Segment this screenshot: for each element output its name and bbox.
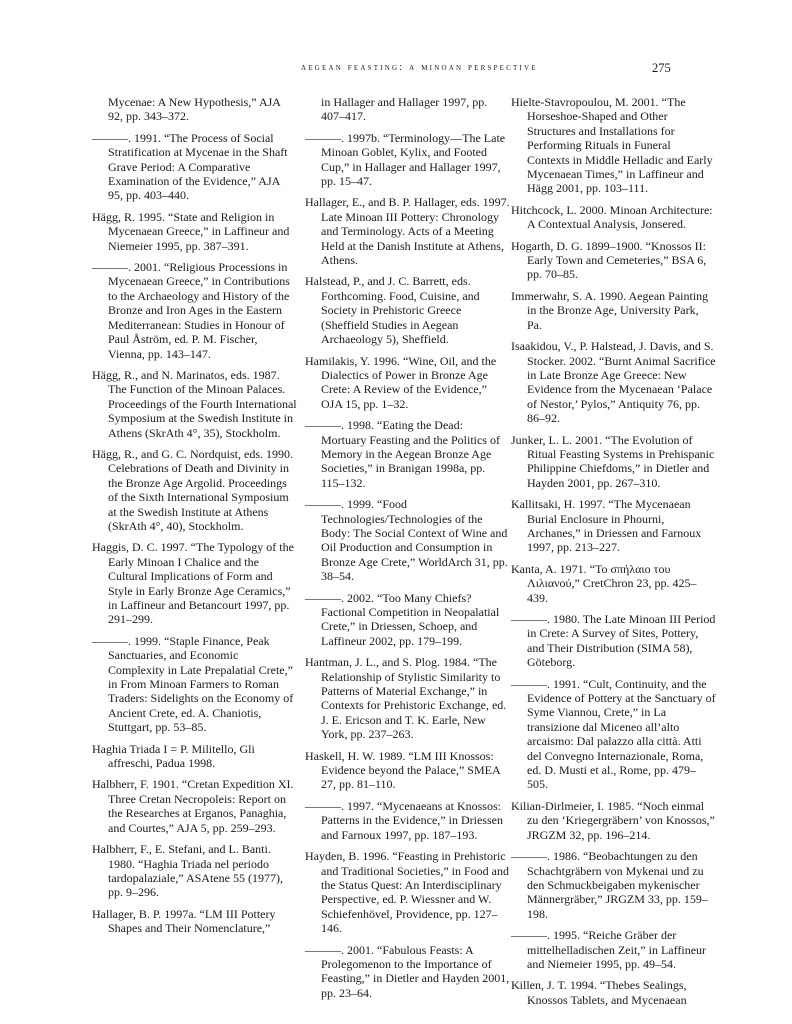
entry-text: 1997a. “LM III Pottery Shapes and Their Nomenclature,” bbox=[108, 906, 276, 936]
bibliography-column-3 bbox=[511, 95, 716, 1014]
entry-author: Halstead, P., and J. C. Barrett, eds. bbox=[305, 274, 471, 289]
entry-author: Hantman, J. L., and S. Plog. bbox=[305, 655, 440, 670]
bibliography-entry bbox=[92, 742, 297, 771]
bibliography-entry bbox=[305, 131, 510, 189]
entry-text: 2002. “Burnt Animal Sacrifice in Late Bronze Age Greece: New Evidence from the Mycenaean ‘Palace of Nestor,’ Pylos,” Antiquity 76, pp. 86–92. bbox=[527, 353, 716, 426]
bibliography-entry bbox=[92, 368, 297, 440]
entry-author: Hallager, E., and B. P. Hallager, eds. bbox=[305, 195, 480, 210]
entry-author: Hielte-Stavropoulou, M. bbox=[511, 95, 629, 109]
bibliography-entry bbox=[305, 849, 510, 935]
bibliography-entry bbox=[511, 928, 716, 971]
entry-author: Hamilakis, Y. bbox=[305, 353, 370, 368]
entry-author: Hägg, R., and G. C. Nordquist, eds. bbox=[92, 446, 263, 461]
entry-text: 1994. “Thebes Sealings, Knossos Tablets, and Mycenaean bbox=[527, 978, 687, 1007]
bibliography-entry bbox=[305, 497, 510, 583]
entry-author: Hayden, B. bbox=[305, 849, 360, 864]
bibliography-entry bbox=[92, 260, 297, 361]
bibliography-entry bbox=[92, 907, 297, 936]
bibliography-column-1 bbox=[92, 95, 297, 943]
bibliography-entry bbox=[305, 354, 510, 412]
entry-text: = P. Militello, Gli affreschi, Padua 1998. bbox=[108, 741, 255, 771]
running-title: aegean feasting: a minoan perspective bbox=[301, 62, 538, 73]
bibliography-entry bbox=[305, 195, 510, 267]
entry-author: Junker, L. L. bbox=[511, 432, 573, 447]
bibliography-entry bbox=[92, 95, 297, 124]
entry-author: ———. bbox=[305, 590, 344, 605]
bibliography-entry bbox=[511, 978, 716, 1007]
entry-author: Haggis, D. C. bbox=[92, 540, 158, 555]
entry-author: Hitchcock, L. bbox=[511, 202, 577, 217]
bibliography-entry bbox=[305, 274, 510, 346]
bibliography-entry bbox=[92, 777, 297, 835]
entry-text: 1997. Late Minoan III Pottery: Chronology and Terminology. Acts of a Meeting Held at the Danish Institute at Athens, Athens. bbox=[321, 195, 510, 268]
bibliography-entry bbox=[511, 677, 716, 792]
bibliography-entry bbox=[511, 203, 716, 232]
entry-author: Halbherr, F., E. Stefani, and L. Banti. bbox=[92, 842, 271, 857]
bibliography-entry bbox=[305, 799, 510, 842]
bibliography-entry bbox=[92, 842, 297, 900]
bibliography-entry bbox=[92, 634, 297, 735]
bibliography-entry bbox=[92, 131, 297, 203]
entry-text: 1995. “State and Religion in Mycenaean Greece,” in Laffineur and Niemeier 1995, pp. 387–391. bbox=[108, 209, 290, 253]
entry-author: ———. bbox=[92, 633, 131, 648]
bibliography-entry bbox=[305, 418, 510, 490]
entry-text: 2002. “Too Many Chiefs? Factional Competition in Neopalatial Crete,” in Driessen, Schoep, and Laffineur 2002, pp. 179–199. bbox=[321, 590, 500, 648]
entry-author: ———. bbox=[305, 942, 344, 957]
bibliography-entry bbox=[305, 655, 510, 741]
bibliography-entry bbox=[511, 433, 716, 491]
entry-author: ———. bbox=[305, 798, 344, 813]
entry-text: 1984. “The Relationship of Stylistic Similarity to Patterns of Material Exchange,” in Contexts for Prehistoric Exchange, ed. J. E. Ericson and T. K. Earle, New York, pp. 237–263. bbox=[321, 655, 507, 742]
entry-author: Kanta, A. bbox=[511, 561, 557, 576]
bibliography-entry bbox=[305, 943, 510, 1001]
entry-text: 1991. “Cult, Continuity, and the Evidence of Pottery at the Sanctuary of Syme Viannou, Crete,” in La transizione dal Miceneo all’alto arcaismo: Dal palazzo alla città. Atti del Convegno Internazionale, Roma, ed. D. Musti et al., Rome, pp. 479–505. bbox=[527, 676, 716, 792]
entry-text: in Hallager and Hallager 1997, pp. 407–417. bbox=[321, 95, 488, 124]
entry-author: ———. bbox=[511, 612, 550, 626]
bibliography-entry bbox=[511, 239, 716, 282]
entry-text: 2000. Minoan Architecture: A Contextual Analysis, Jonsered. bbox=[527, 202, 713, 232]
entry-text: 1991. “The Process of Social Stratification at Mycenae in the Shaft Grave Period: A Comparative Examination of the Evidence,” AJA 95, pp. 403–440. bbox=[108, 130, 288, 203]
entry-text: 1997. “The Typology of the Early Minoan I Chalice and the Cultural Implications of Form and Style in Early Bronze Age Ceramics,” in Laffineur and Betancourt 1997, pp. 291–299. bbox=[108, 540, 294, 627]
entry-text: 1899–1900. “Knossos II: Early Town and Cemeteries,” BSA 6, pp. 70–85. bbox=[527, 238, 707, 282]
entry-text: 1998. “Eating the Dead: Mortuary Feasting and the Politics of Memory in the Aegean Bronze Age Societies,” in Branigan 1998a, pp. 115–132. bbox=[321, 418, 500, 490]
entry-author: ———. bbox=[511, 849, 550, 864]
entry-text: 1997. “The Mycenaean Burial Enclosure in Phourni, Archanes,” in Driessen and Farnoux 1997, pp. 213–227. bbox=[527, 497, 702, 555]
entry-text: 1990. Aegean Painting in the Bronze Age, University Park, Pa. bbox=[527, 288, 709, 332]
entry-text: 1999. “Food Technologies/Technologies of the Body: The Social Context of Wine and Oil Production and Consumption in Bronze Age Crete,” WorldArch 31, pp. 38–54. bbox=[321, 497, 508, 584]
entry-text: 1990. Celebrations of Death and Divinity in the Bronze Age Argolid. Proceedings of the Sixth International Symposium at the Swedish Institute at Athens (SkrAth 4°, 40), Stockholm. bbox=[108, 446, 293, 533]
bibliography-entry bbox=[511, 289, 716, 332]
entry-text: 1989. “LM III Knossos: Evidence beyond the Palace,” SMEA 27, pp. 81–110. bbox=[321, 748, 500, 792]
entry-text: 1997b. “Terminology—The Late Minoan Goblet, Kylix, and Footed Cup,” in Hallager and Hallager 1997, pp. 15–47. bbox=[321, 130, 506, 189]
bibliography-entry bbox=[511, 849, 716, 921]
entry-text: 1986. “Beobachtungen zu den Schachtgräbern von Mykenai und zu den Schmuckbeigaben mykenischer Männergräber,” JRGZM 33, pp. 159–198. bbox=[527, 849, 708, 921]
entry-author: Kilian-Dirlmeier, I. bbox=[511, 798, 605, 813]
entry-author: Killen, J. T. bbox=[511, 978, 567, 993]
entry-text: 1996. “Wine, Oil, and the Dialectics of Power in Bronze Age Crete: A Review of the Evidence,” OJA 15, pp. 1–32. bbox=[321, 353, 497, 411]
entry-author: Isaakidou, V., P. Halstead, J. Davis, and S. Stocker. bbox=[511, 339, 714, 368]
entry-text: Forthcoming. Food, Cuisine, and Society in Prehistoric Greece (Sheffield Studies in Aegean Archaeology 5), Sheffield. bbox=[321, 288, 480, 347]
entry-author: ———. bbox=[511, 676, 550, 691]
entry-author: ———. bbox=[92, 130, 131, 145]
entry-text: 1901. “Cretan Expedition XI. Three Cretan Necropoleis: Report on the Researches at Erganos, Panaghia, and Courtes,” AJA 5, pp. 259–293. bbox=[108, 777, 294, 835]
bibliography-entry bbox=[511, 612, 716, 670]
entry-text: 1985. “Noch einmal zu den ‘Kriegergräbern’ von Knossos,” JRGZM 32, pp. 196–214. bbox=[527, 798, 715, 842]
entry-text: 2001. “Fabulous Feasts: A Prolegomenon to the Importance of Feasting,” in Dietler and Hayden 2001, pp. 23–64. bbox=[321, 942, 510, 1000]
bibliography-entry bbox=[511, 562, 716, 605]
page-number: 275 bbox=[652, 61, 671, 75]
entry-author: ———. bbox=[305, 497, 344, 512]
entry-text: 1971. “Το σπήλαιο του Λιλιανού,” CretChron 23, pp. 425–439. bbox=[527, 561, 697, 605]
entry-text: 1996. “Feasting in Prehistoric and Traditional Societies,” in Food and the Status Quest: An Interdisciplinary Perspective, ed. P. Wiessner and W. Schiefenhövel, Providence, pp. 127–146. bbox=[321, 849, 509, 936]
entry-text: 1980. “Haghia Triada nel periodo tardopalaziale,” ASAtene 55 (1977), pp. 9–296. bbox=[108, 856, 283, 900]
entry-author: Hogarth, D. G. bbox=[511, 238, 583, 253]
bibliography-entry bbox=[511, 799, 716, 842]
entry-text: 1980. The Late Minoan III Period in Crete: A Survey of Sites, Pottery, and Their Distribution (SIMA 58), Göteborg. bbox=[527, 612, 716, 670]
bibliography-entry bbox=[511, 497, 716, 555]
entry-author: Haskell, H. W. bbox=[305, 748, 376, 763]
entry-author: ———. bbox=[305, 418, 344, 433]
entry-author: Hägg, R. bbox=[92, 209, 135, 224]
bibliography-entry bbox=[305, 749, 510, 792]
entry-text: 2001. “The Evolution of Ritual Feasting Systems in Prehispanic Philippine Chiefdoms,” in Dietler and Hayden 2001, pp. 267–310. bbox=[527, 432, 715, 490]
entry-author: Hallager, B. P. bbox=[92, 906, 162, 921]
entry-text: 1999. “Staple Finance, Peak Sanctuaries, and Economic Complexity in Late Prepalatial Crete,” in From Minoan Farmers to Roman Traders: Sidelights on the Economy of Ancient Crete, ed. A. Chaniotis, Stuttgart, pp. 53–85. bbox=[108, 633, 294, 735]
entry-text: 1987. The Function of the Minoan Palaces. Proceedings of the Fourth International Symposium at the Swedish Institute in Athens (SkrAth 4°, 35), Stockholm. bbox=[108, 367, 297, 440]
entry-author: ———. bbox=[92, 260, 131, 275]
entry-author: ———. bbox=[305, 130, 344, 145]
entry-text: Mycenae: A New Hypothesis,” AJA 92, pp. 343–372. bbox=[108, 95, 281, 124]
entry-author: Halbherr, F. bbox=[92, 777, 149, 792]
bibliography-entry bbox=[92, 447, 297, 533]
bibliography-entry bbox=[305, 95, 510, 124]
entry-author: Hägg, R., and N. Marinatos, eds. bbox=[92, 367, 250, 382]
entry-author: ———. bbox=[511, 928, 550, 943]
bibliography-column-2 bbox=[305, 95, 510, 1007]
bibliography-entry bbox=[305, 591, 510, 649]
entry-text: 1997. “Mycenaeans at Knossos: Patterns in the Evidence,” in Driessen and Farnoux 1997, pp. 187–193. bbox=[321, 798, 503, 842]
bibliography-entry bbox=[92, 210, 297, 253]
entry-text: 1995. “Reiche Gräber der mittelhelladischen Zeit,” in Laffineur and Niemeier 1995, pp. 49–54. bbox=[527, 928, 707, 971]
bibliography-entry bbox=[511, 95, 716, 196]
bibliography-entry bbox=[92, 540, 297, 626]
bibliography-entry bbox=[511, 339, 716, 425]
entry-author: Kallitsaki, H. bbox=[511, 497, 576, 512]
running-head bbox=[0, 62, 792, 78]
entry-text: 2001. “Religious Processions in Mycenaean Greece,” in Contributions to the Archaeology and History of the Bronze and Iron Ages in the Eastern Mediterranean: Studies in Honour of Paul Åström, ed. P. M. Fischer, Vienna, pp. 143–147. bbox=[108, 260, 290, 361]
entry-text: 2001. “The Horseshoe-Shaped and Other Structures and Installations for Performing Rituals in Funeral Contexts in Middle Helladic and Early Mycenaean Times,” in Laffineur and Hägg 2001, pp. 103–111. bbox=[527, 95, 713, 196]
entry-author: Immerwahr, S. A. bbox=[511, 288, 597, 303]
entry-author: Haghia Triada I bbox=[92, 741, 168, 756]
